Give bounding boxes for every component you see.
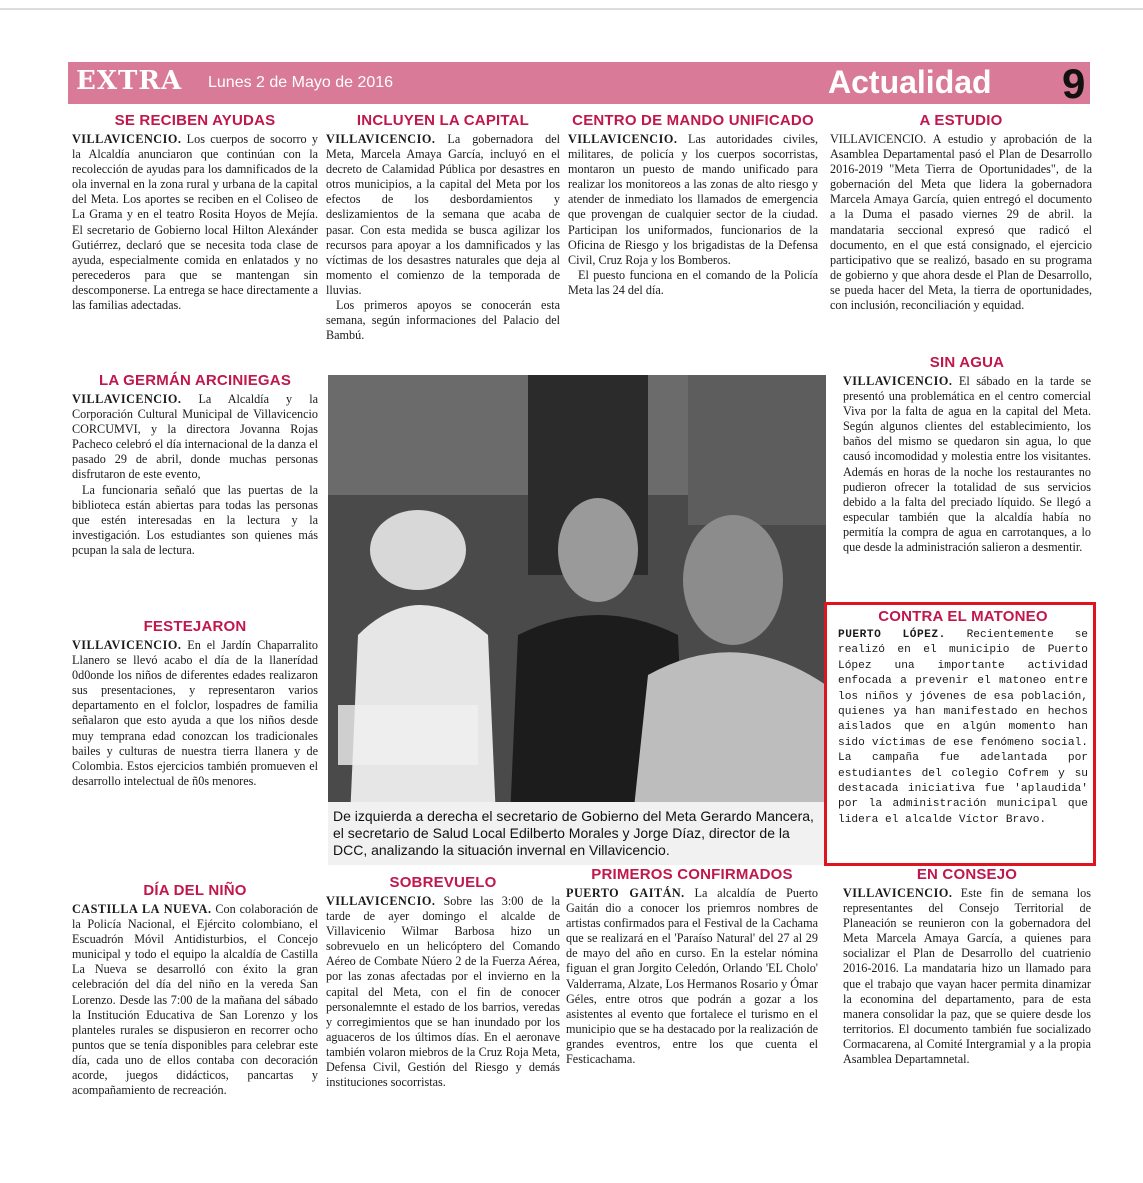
article-title: SIN AGUA [929,354,1005,371]
article-body [843,374,1091,555]
article-title: CENTRO DE MANDO UNIFICADO [572,112,814,129]
article-body [72,638,318,789]
article-festejaron [72,618,318,789]
article-text: En el Jardín Chaparralito Llanero se llevó acabo el día de la llanerídad 0d0onde los niños de diferentes edades realizaron sus presentaciones, y representaron varios departamento en el folclor, lospadres de familia señalaron que esto ayuda a que los niños desde muy temprana edad conozcan los tradicionales bailes y culturas de nuestra tierra llanera y de Colombia. Estos ejercicios también promueven el desarrollo intelectual de ñ0s menores. [72,638,318,788]
article-text: La Alcaldía y la Corporación Cultural Municipal de Villavicencio CORCUMVI, y la directora Jovanna Rojas Pacheco celebró el día internacional de la danza el pasado 29 de abril, donde muchas personas disfrutaron de este evento, [72,392,318,482]
article-body [568,132,818,268]
article-en-consejo [843,866,1091,1067]
article-title: PRIMEROS CONFIRMADOS [591,866,793,883]
article-dateline: VILLAVICENCIO. [843,374,953,388]
article-title: CONTRA EL MATONEO [878,608,1048,625]
article-text: El sábado en la tarde se presentó una problemática en el centro comercial Viva por la falta de agua en la capital del Meta. Según algunos clientes del establecimiento, los baños del mismo se quedaron sin agua, lo que causó incomodidad y molestia entre los visitantes. Además en horas de la noche los restaurantes no pudieron ofrecer la totalidad de sus servicios debido a la falta del preciado líquido. Se llegó a especular también que la alcaldía había no permitía la compra de agua en carrotanques, a lo que desde la administración salieron a desmentir. [843,374,1092,555]
article-body [72,132,318,313]
article-dateline: CASTILLA LA NUEVA. [72,902,212,916]
article-title: A ESTUDIO [919,112,1003,129]
article-arciniegas [72,372,318,558]
article-body [72,392,318,483]
article-dateline: VILLAVICENCIO. [843,886,953,900]
article-text: La gobernadora del Meta, Marcela Amaya García, incluyó en el decreto de Calamidad Pública por desastres en otros municipios, a la capital del Meta por los efectos de los desbordamientos y deslizamientos de la semana que acaba de pasar. Con esta medida se busca agilizar los recursos para apoyar a los damnificados y las víctimas de los desastres naturales que deja al momento el comienzo de la temporada de lluvias. [326,132,560,297]
page-top-edge [0,0,1143,10]
article-dateline: PUERTO GAITÁN. [566,886,685,900]
article-dia-del-nino [72,882,318,1098]
section-title: Actualidad [828,64,992,100]
article-title: EN CONSEJO [916,866,1018,883]
article-body [326,132,560,298]
highlight-box [824,602,1096,866]
article-body: La funcionaria señaló que las puertas de la biblioteca están abiertas para todas las personas que estén interesadas en la lectura y la investigación. Los estudiantes son quienes más pcupan la sala de lectura. [72,482,318,557]
article-text: Recientemente se realizó en el municipio de Puerto López una importante actividad enfocada a prevenir el matoneo entre los niños y jóvenes de esa población, quienes ya han manifestado en hechos aislados que en algún momento han sido víctimas de ese fenómeno social. La campaña fue adelantada por estudiantes del colegio Cofrem y su destacada iniciativa fue 'aplaudida' por la administración municipal que lidera el alcalde Víctor Bravo. [838,629,1089,826]
page-header [68,62,1090,104]
issue-date: Lunes 2 de Mayo de 2016 [208,74,394,91]
article-body: Los primeros apoyos se conocerán esta semana, según informaciones del Palacio del Bambú. [326,298,560,343]
article-dateline: VILLAVICENCIO. [326,894,436,908]
article-text: La alcaldía de Puerto Gaitán dio a conocer los priemros nombres de artistas confirmados para el Festival de la Cachama que se realizará en el 'Paraíso Natural' del 27 al 29 de mayo del año en curso. En la estelar nómina figuan el gran Jorgito Celedón, Orlando 'EL Cholo' Valderrama, Alzate, Los Hermanos Rosario y Ómar Géles, entre otros que podrán a gozar a los asistentes al evento que fortalece el turismo en el municipio que se ha destacado por la realización de grandes eventros, entre los que cuenta el Festicachama. [566,886,818,1067]
photo-illustration [328,375,826,865]
news-photo [328,375,826,865]
article-capital [326,112,560,343]
article-dateline: VILLAVICENCIO. [568,132,678,146]
newspaper-logo: EXTRA [76,66,183,96]
article-title: LA GERMÁN ARCINIEGAS [98,372,292,389]
page-number: 9 [1062,60,1086,107]
article-primeros-confirmados [566,866,818,1067]
article-estudio [830,112,1092,313]
article-text: Con colaboración de la Policía Nacional, el Ejército colombiano, el Escuadrón Móvil Antidisturbios, el Concejo municipal y todo el equipo la alcaldía de Castilla La Nueva se desarrolló con éxito la gran celebración del día del niño en la vereda San Lorenzo. Desde las 7:00 de la mañana del sábado la Institución Educativa de San Lorenzo y los planteles rurales se dispusieron en recorrer ocho puntos que se tenía disponibles para celebrar este día, cada uno de ellos contaba con decoración acorde, juegos didácticos, pancartas y acompañamiento de recreación. [72,902,318,1098]
article-title: SE RECIBEN AYUDAS [114,112,276,129]
article-mando [568,112,818,298]
article-title: FESTEJARON [143,618,247,635]
article-dateline: VILLAVICENCIO. [72,638,182,652]
article-ayudas [72,112,318,313]
article-dateline: VILLAVICENCIO. [72,392,182,406]
article-sobrevuelo [326,874,560,1090]
article-body: El puesto funciona en el comando de la Policía Meta las 24 del día. [568,267,818,297]
article-text: Este fin de semana los representantes del Consejo Territorial de Planeación se reunieron con la gobernadora del Meta Marcela Amaya García, a quienes para socializar el Plan de Desarrollo del cuatrienio 2016-2016. La mandataria hizo un llamado para que el trabajo que vayan hacer permita dinamizar la economina del departamento, para de esta manera consolidar la paz, que se quiere desde los territorios. El documento también fue socializado Cormacarena, al Comité Intergramial y a la propia Asamblea Departamnetal. [843,886,1092,1067]
article-title: SOBREVUELO [389,874,497,891]
article-body [72,902,318,1098]
article-body [843,886,1091,1067]
article-text: Sobre las 3:00 de la tarde de ayer domingo el alcalde de Villavicenio Wilmar Barbosa hizo un sobrevuelo en un helicóptero del Comando Aéreo de Combate Núero 2 de la Fuerza Aérea, por las zonas afectadas por el invierno en la capital del Meta, con el fin de conocer personalemnte el estado de los barrios, veredas y corregimientos que se han inundado por los aguaceros de los últimos días. En el aeronave también volaron miebros de la Cruz Roja Meta, Defensa Civil, Gestión del Riesgo y demás instituciones socorristas. [326,894,560,1090]
article-title: DÍA DEL NIÑO [143,882,247,899]
article-text: Las autoridades civiles, militares, de policía y los cuerpos socorristas, montaron un puesto de mando unificado para realizar los monitoreos a las zonas de alto riesgo y atender de inmediato los llamados de emergencia que provengan de cualquier sector de la ciudad. Participan los uniformados, funcionarios de la Oficina de Riesgo y los brigadistas de la Defensa Civil, Cruz Roja y los Bomberos. [568,132,818,267]
article-body: VILLAVICENCIO. A estudio y aprobación de la Asamblea Departamental pasó el Plan de Desarrollo 2016-2019 "Meta Tierra de Oportunidades", de la gobernación del Meta que lidera la gobernadora Marcela Amaya García, quien entregó el documento a la Duma el pasado viernes 29 de abril. la mandataria seccional expresó que radicó el documento, en el que está consignado, el ejercicio participativo que se realizó, basado en su programa de gobierno y que ahora desde el Plan de Desarrollo, se pueda hacer del Meta, la tierra de oportunidades, con inclusión, reconciliación y equidad. [830,132,1092,313]
article-title: INCLUYEN LA CAPITAL [356,112,530,129]
article-body [326,894,560,1090]
article-dateline: VILLAVICENCIO. [326,132,436,146]
article-dateline: VILLAVICENCIO. [72,132,182,146]
article-sin-agua [843,354,1091,555]
article-dateline: PUERTO LÓPEZ. [838,629,946,641]
photo-caption: De izquierda a derecha el secretario de Gobierno del Meta Gerardo Mancera, el secretario de Salud Local Edilberto Morales y Jorge Díaz, director de la DCC, analizando la situación invernal en Villavicencio. [328,802,826,865]
article-text: Los cuerpos de socorro y la Alcaldía anunciaron que continúan con la recolección de ayudas para los damnificados de la ola invernal en la zona rural y urbana de la capital del Meta. Los aportes se reciben en el Coliseo de La Grama y en el teatro Rosita Hoyos de Mejía. El secretario de Gobierno local Hilton Alexánder Gutiérrez, declaró que se necesita toda clase de ayuda, especialmente comida en enlatados y no perecederos para que se mantengan sin descomponerse. La entrega se hace directamente a las familias adectadas. [72,132,318,313]
article-body [566,886,818,1067]
